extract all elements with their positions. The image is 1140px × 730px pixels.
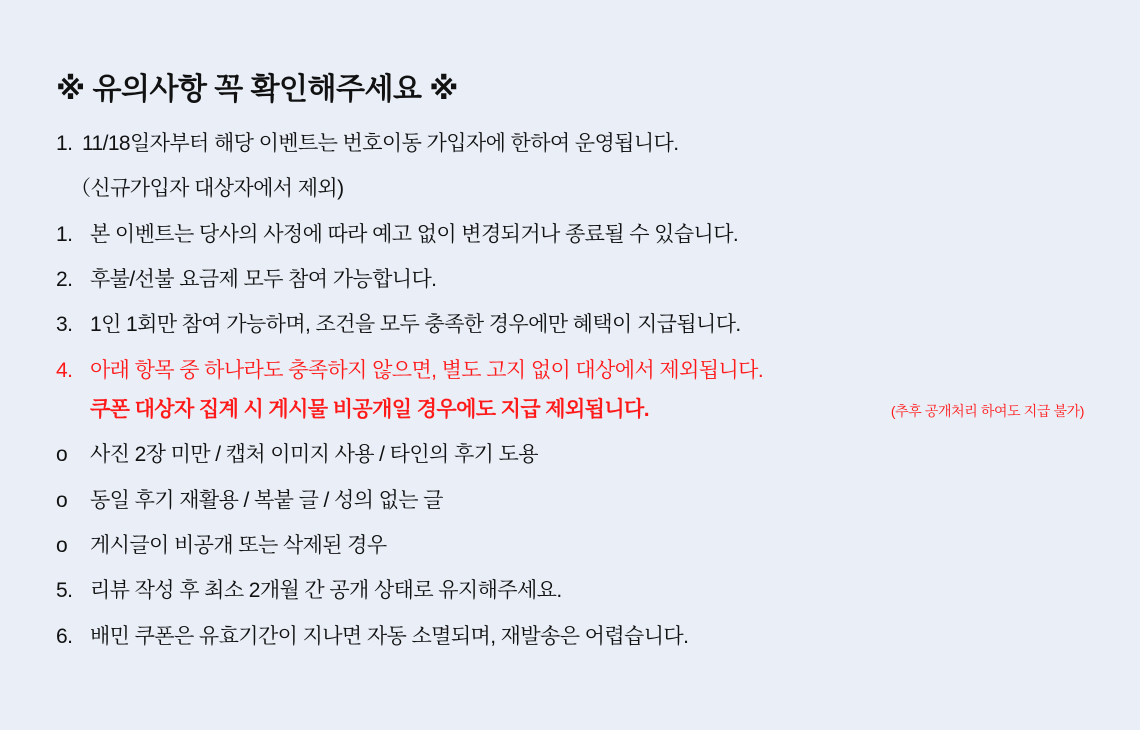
notice-line-1 (56, 130, 1084, 158)
notice-line-4-text: 후불/선불 요금제 모두 참여 가능합니다. (90, 268, 437, 292)
notice-line-9-marker: 6. (56, 624, 73, 648)
notice-line-6-marker: 4. (56, 358, 73, 382)
notice-bullet-3-text: 게시글이 비공개 또는 삭제된 경우 (90, 534, 387, 558)
notice-line-8-text: 리뷰 작성 후 최소 2개월 간 공개 상태로 유지해주세요. (90, 579, 562, 603)
notice-line-7-note: (추후 공개처리 하여도 지급 불가) (890, 403, 1084, 420)
notice-line-4 (56, 266, 1084, 294)
notice-line-1-marker: 1. (56, 132, 73, 155)
notice-line-8 (56, 577, 1084, 605)
notice-bullet-2 (56, 487, 1084, 515)
notice-line-1-text: 11/18일자부터 해당 이벤트는 번호이동 가입자에 한하여 운영됩니다. (82, 132, 679, 155)
notice-bullet-3 (56, 532, 1084, 560)
notice-bullet-1-text: 사진 2장 미만 / 캡처 이미지 사용 / 타인의 후기 도용 (90, 443, 538, 467)
notice-line-5-marker: 3. (56, 313, 73, 337)
notice-line-2-text: （신규가입자 대상자에서 제외) (70, 177, 344, 201)
notice-bullet-3-marker: o (56, 534, 68, 558)
notice-line-4-marker: 2. (56, 268, 73, 292)
notice-line-3 (56, 221, 1084, 249)
notice-bullet-2-text: 동일 후기 재활용 / 복붙 글 / 성의 없는 글 (90, 488, 443, 512)
notice-bullet-1 (56, 441, 1084, 469)
page-title: ※ 유의사항 꼭 확인해주세요 ※ (56, 73, 458, 106)
notice-line-9-text: 배민 쿠폰은 유효기간이 지나면 자동 소멸되며, 재발송은 어렵습니다. (90, 624, 689, 648)
notice-line-3-text: 본 이벤트는 당사의 사정에 따라 예고 없이 변경되거나 종료될 수 있습니다. (90, 222, 739, 246)
notice-bullet-2-marker: o (56, 488, 68, 512)
notice-line-7-warning (56, 396, 1084, 424)
notice-line-7-text: 쿠폰 대상자 집계 시 게시물 비공개일 경우에도 지급 제외됩니다. (90, 398, 649, 422)
notice-line-5 (56, 311, 1084, 339)
notice-line-8-marker: 5. (56, 579, 73, 603)
notice-line-5-text: 1인 1회만 참여 가능하며, 조건을 모두 충족한 경우에만 혜택이 지급됩니다. (90, 313, 741, 337)
notice-line-3-marker: 1. (56, 222, 73, 246)
notice-line-9 (56, 623, 1084, 651)
notice-line-2 (56, 175, 1084, 203)
notice-bullet-1-marker: o (56, 443, 68, 467)
notice-line-6-warning (56, 357, 1084, 385)
notice-line-6-text: 아래 항목 중 하나라도 충족하지 않으면, 별도 고지 없이 대상에서 제외됩니다. (90, 358, 764, 382)
